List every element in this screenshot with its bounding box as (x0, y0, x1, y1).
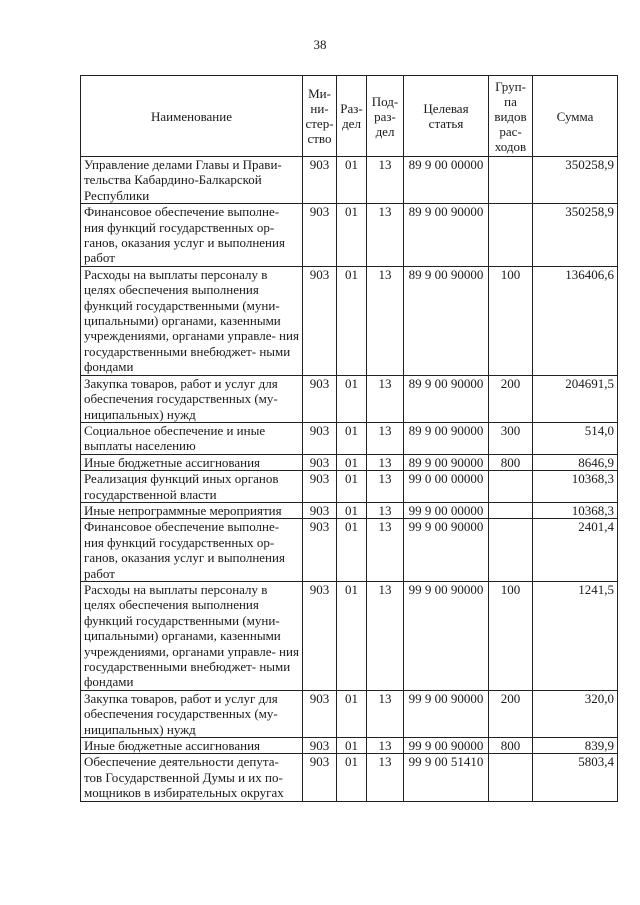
cell-section: 01 (337, 502, 367, 518)
table-header-row (81, 76, 618, 157)
cell-section: 01 (337, 738, 367, 754)
cell-name: Финансовое обеспечение выполне- ния функций государственных ор- ганов, оказания услуг и выполнения работ (81, 519, 303, 582)
cell-target: 99 9 00 90000 (404, 519, 489, 582)
cell-subsection: 13 (367, 422, 404, 454)
cell-sum: 350258,9 (533, 204, 618, 267)
cell-target: 99 9 00 90000 (404, 738, 489, 754)
cell-sum: 10368,3 (533, 502, 618, 518)
cell-sum: 350258,9 (533, 157, 618, 204)
cell-group (489, 157, 533, 204)
cell-group: 300 (489, 422, 533, 454)
cell-subsection: 13 (367, 204, 404, 267)
cell-group (489, 502, 533, 518)
cell-name: Реализация функций иных органов государственной власти (81, 471, 303, 503)
cell-ministry: 903 (303, 454, 337, 470)
cell-group: 200 (489, 690, 533, 737)
table-row (81, 502, 618, 518)
cell-name: Управление делами Главы и Прави- тельства Кабардино-Балкарской Республики (81, 157, 303, 204)
cell-target: 89 9 00 90000 (404, 204, 489, 267)
cell-section: 01 (337, 422, 367, 454)
cell-ministry: 903 (303, 471, 337, 503)
budget-table (80, 75, 618, 802)
cell-group (489, 471, 533, 503)
cell-group: 100 (489, 266, 533, 375)
cell-target: 99 9 00 90000 (404, 581, 489, 690)
cell-subsection: 13 (367, 157, 404, 204)
cell-subsection: 13 (367, 581, 404, 690)
table-row (81, 422, 618, 454)
cell-target: 99 9 00 00000 (404, 502, 489, 518)
cell-subsection: 13 (367, 738, 404, 754)
cell-name: Закупка товаров, работ и услуг для обеспечения государственных (му- ниципальных) нужд (81, 690, 303, 737)
cell-ministry: 903 (303, 157, 337, 204)
table-row (81, 375, 618, 422)
cell-target: 99 0 00 00000 (404, 471, 489, 503)
cell-sum: 2401,4 (533, 519, 618, 582)
cell-group (489, 204, 533, 267)
cell-section: 01 (337, 454, 367, 470)
cell-ministry: 903 (303, 519, 337, 582)
cell-group: 200 (489, 375, 533, 422)
table-row (81, 266, 618, 375)
cell-subsection: 13 (367, 502, 404, 518)
cell-subsection: 13 (367, 690, 404, 737)
header-group: Груп- па видов рас- ходов (489, 76, 533, 157)
cell-target: 89 9 00 90000 (404, 375, 489, 422)
cell-section: 01 (337, 204, 367, 267)
cell-sum: 839,9 (533, 738, 618, 754)
cell-ministry: 903 (303, 375, 337, 422)
cell-sum: 8646,9 (533, 454, 618, 470)
cell-section: 01 (337, 581, 367, 690)
cell-section: 01 (337, 266, 367, 375)
cell-name: Иные непрограммные мероприятия (81, 502, 303, 518)
table-row (81, 157, 618, 204)
header-subsection: Под- раз- дел (367, 76, 404, 157)
cell-target: 99 9 00 51410 (404, 754, 489, 801)
table-row (81, 690, 618, 737)
header-section: Раз- дел (337, 76, 367, 157)
table-row (81, 204, 618, 267)
cell-subsection: 13 (367, 266, 404, 375)
cell-ministry: 903 (303, 502, 337, 518)
table-row (81, 581, 618, 690)
cell-group: 800 (489, 738, 533, 754)
cell-ministry: 903 (303, 690, 337, 737)
cell-name: Иные бюджетные ассигнования (81, 738, 303, 754)
cell-name: Иные бюджетные ассигнования (81, 454, 303, 470)
cell-target: 89 9 00 00000 (404, 157, 489, 204)
header-target: Целевая статья (404, 76, 489, 157)
page-number: 38 (313, 37, 327, 52)
cell-section: 01 (337, 690, 367, 737)
cell-section: 01 (337, 471, 367, 503)
table-row (81, 738, 618, 754)
cell-target: 89 9 00 90000 (404, 454, 489, 470)
cell-section: 01 (337, 519, 367, 582)
table-row (81, 754, 618, 801)
cell-subsection: 13 (367, 754, 404, 801)
cell-sum: 5803,4 (533, 754, 618, 801)
cell-ministry: 903 (303, 581, 337, 690)
cell-sum: 136406,6 (533, 266, 618, 375)
cell-ministry: 903 (303, 422, 337, 454)
cell-name: Социальное обеспечение и иные выплаты населению (81, 422, 303, 454)
cell-section: 01 (337, 375, 367, 422)
cell-name: Обеспечение деятельности депута- тов Государственной Думы и их по- мощников в избирательных округах (81, 754, 303, 801)
cell-group (489, 754, 533, 801)
header-ministry: Ми- ни- стер- ство (303, 76, 337, 157)
cell-subsection: 13 (367, 375, 404, 422)
cell-target: 89 9 00 90000 (404, 422, 489, 454)
cell-target: 99 9 00 90000 (404, 690, 489, 737)
cell-name: Расходы на выплаты персоналу в целях обеспечения выполнения функций государственными (муни- ципальными) органами, казенными учреждениями, органами управле- ния государственными внебюджет- ными фондами (81, 581, 303, 690)
cell-ministry: 903 (303, 204, 337, 267)
cell-sum: 204691,5 (533, 375, 618, 422)
cell-group (489, 519, 533, 582)
cell-subsection: 13 (367, 471, 404, 503)
cell-group: 100 (489, 581, 533, 690)
cell-section: 01 (337, 754, 367, 801)
cell-name: Закупка товаров, работ и услуг для обеспечения государственных (му- ниципальных) нужд (81, 375, 303, 422)
cell-target: 89 9 00 90000 (404, 266, 489, 375)
header-sum: Сумма (533, 76, 618, 157)
cell-ministry: 903 (303, 754, 337, 801)
cell-sum: 514,0 (533, 422, 618, 454)
cell-sum: 10368,3 (533, 471, 618, 503)
cell-sum: 1241,5 (533, 581, 618, 690)
cell-subsection: 13 (367, 519, 404, 582)
cell-subsection: 13 (367, 454, 404, 470)
cell-ministry: 903 (303, 738, 337, 754)
cell-name: Финансовое обеспечение выполне- ния функций государственных ор- ганов, оказания услуг и выполнения работ (81, 204, 303, 267)
cell-name: Расходы на выплаты персоналу в целях обеспечения выполнения функций государственными (муни- ципальными) органами, казенными учреждениями, органами управле- ния государственными внебюджет- ными фондами (81, 266, 303, 375)
header-name: Наименование (81, 76, 303, 157)
cell-group: 800 (489, 454, 533, 470)
table-row (81, 454, 618, 470)
cell-sum: 320,0 (533, 690, 618, 737)
table-row (81, 471, 618, 503)
table-row (81, 519, 618, 582)
cell-section: 01 (337, 157, 367, 204)
cell-ministry: 903 (303, 266, 337, 375)
